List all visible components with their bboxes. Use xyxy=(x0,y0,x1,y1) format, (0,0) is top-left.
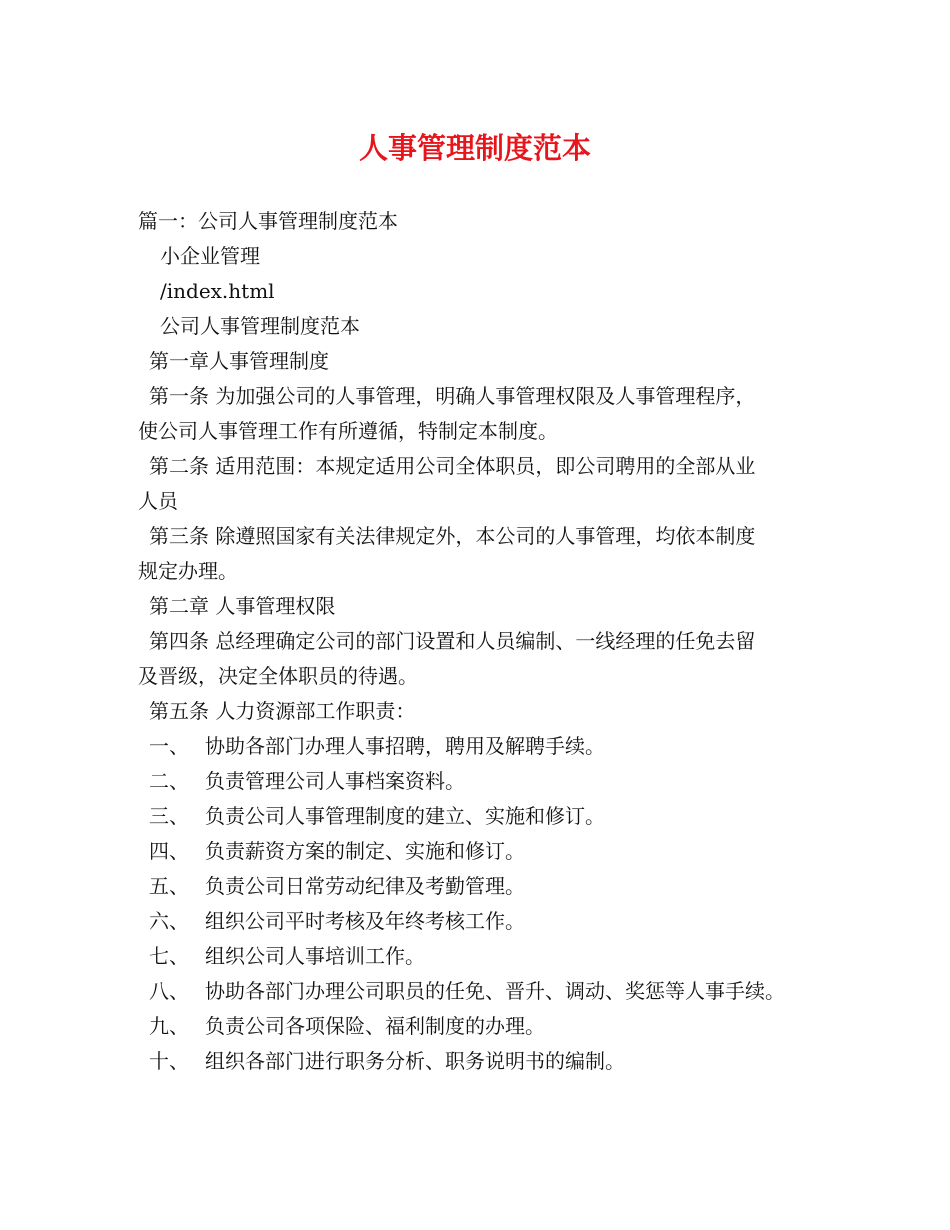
list-item-text: 负责管理公司人事档案资料。 xyxy=(205,769,465,793)
section-heading: 篇一：公司人事管理制度范本 xyxy=(138,209,398,233)
list-item xyxy=(138,799,838,834)
list-item-number: 三、 xyxy=(149,804,189,828)
article-line: 第五条 人力资源部工作职责： xyxy=(149,699,416,723)
chapter-heading: 第二章 人事管理权限 xyxy=(149,594,336,618)
list-item xyxy=(138,1009,838,1044)
list-item-number: 一、 xyxy=(149,734,189,758)
list-item-text: 组织各部门进行职务分析、职务说明书的编制。 xyxy=(205,1049,625,1073)
list-item-text: 协助各部门办理公司职员的任免、晋升、调动、奖惩等人事手续。 xyxy=(205,979,785,1003)
list-item-text: 负责薪资方案的制定、实施和修订。 xyxy=(205,839,525,863)
list-item-number: 四、 xyxy=(149,839,189,863)
list-item-text: 组织公司平时考核及年终考核工作。 xyxy=(205,909,525,933)
list-item xyxy=(138,764,838,799)
article-line: 及晋级，决定全体职员的待遇。 xyxy=(138,664,418,688)
list-item xyxy=(138,834,838,869)
article-line: 使公司人事管理工作有所遵循，特制定本制度。 xyxy=(138,419,558,443)
document-title: 人事管理制度范本 xyxy=(358,131,591,165)
text-line: 公司人事管理制度范本 xyxy=(160,314,360,338)
list-item xyxy=(138,974,838,1009)
article-line: 人员 xyxy=(138,489,178,513)
article-line: 规定办理。 xyxy=(138,559,238,583)
list-item-number: 九、 xyxy=(149,1014,189,1038)
list-item xyxy=(138,904,838,939)
list-item-text: 协助各部门办理人事招聘，聘用及解聘手续。 xyxy=(205,734,605,758)
list-item xyxy=(138,1044,838,1079)
list-item xyxy=(138,729,838,764)
list-item-text: 组织公司人事培训工作。 xyxy=(205,944,425,968)
list-item-text: 负责公司各项保险、福利制度的办理。 xyxy=(205,1014,545,1038)
list-item-number: 七、 xyxy=(149,944,189,968)
text-line: 小企业管理 xyxy=(160,244,260,268)
list-item xyxy=(138,869,838,904)
article-line: 第一条 为加强公司的人事管理，明确人事管理权限及人事管理程序， xyxy=(149,384,756,408)
list-item-number: 十、 xyxy=(149,1049,189,1073)
list-item xyxy=(138,939,838,974)
article-line: 第二条 适用范围：本规定适用公司全体职员，即公司聘用的全部从业 xyxy=(149,454,756,478)
list-item-text: 负责公司日常劳动纪律及考勤管理。 xyxy=(205,874,525,898)
list-item-text: 负责公司人事管理制度的建立、实施和修订。 xyxy=(205,804,605,828)
text-line: /index.html xyxy=(160,279,275,303)
article-line: 第三条 除遵照国家有关法律规定外，本公司的人事管理，均依本制度 xyxy=(149,524,756,548)
list-item-number: 八、 xyxy=(149,979,189,1003)
list-item-number: 六、 xyxy=(149,909,189,933)
list-item-number: 五、 xyxy=(149,874,189,898)
chapter-heading: 第一章人事管理制度 xyxy=(149,349,329,373)
document-body xyxy=(138,204,838,1079)
article-line: 第四条 总经理确定公司的部门设置和人员编制、一线经理的任免去留 xyxy=(149,629,756,653)
list-item-number: 二、 xyxy=(149,769,189,793)
